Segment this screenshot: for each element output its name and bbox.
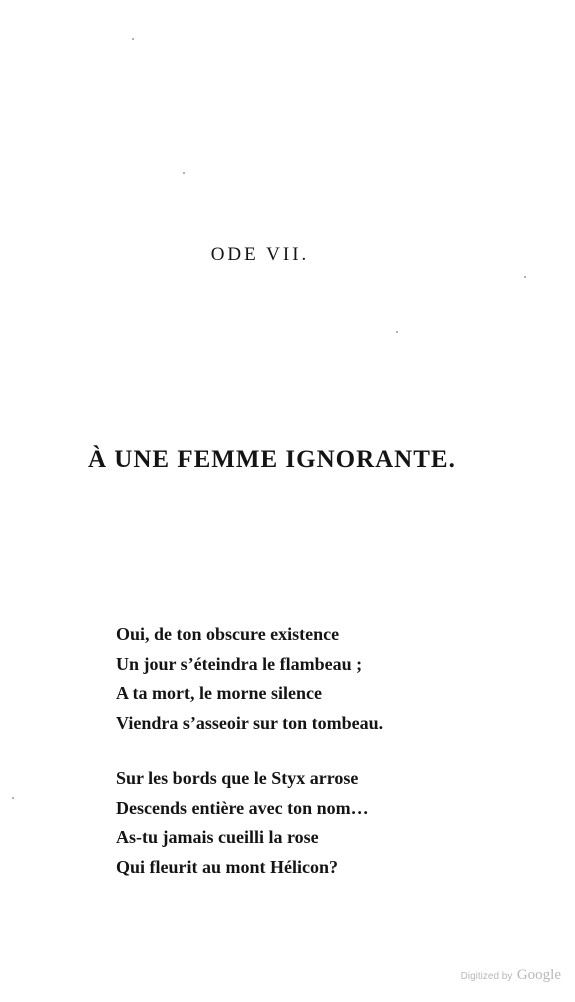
verse-line: Oui, de ton obscure existence xyxy=(116,624,340,644)
verse-line: Descends entière avec ton nom… xyxy=(116,797,369,818)
verse-line: A ta mort, le morne silence xyxy=(116,683,322,703)
stanza-2 xyxy=(116,764,456,882)
ode-heading: ODE VII. xyxy=(210,244,310,265)
verse-line: Qui fleurit au mont Hélicon? xyxy=(116,856,338,877)
verse-line: Un jour s’éteindra le flambeau ; xyxy=(116,653,363,674)
paper-speck xyxy=(183,172,185,174)
paper-speck xyxy=(396,331,398,333)
paper-speck xyxy=(132,38,134,40)
poem-title: À UNE FEMME IGNORANTE. xyxy=(88,446,456,473)
paper-speck xyxy=(12,797,14,799)
paper-speck xyxy=(524,276,526,278)
stanza-1 xyxy=(116,620,456,738)
digitization-watermark xyxy=(461,966,561,984)
verse-line: Sur les bords que le Styx arrose xyxy=(116,768,359,788)
verse-line: Viendra s’asseoir sur ton tombeau. xyxy=(116,712,384,733)
watermark-prefix: Digitized by xyxy=(460,971,513,982)
verse-line: As-tu jamais cueilli la rose xyxy=(116,827,319,847)
watermark-brand: Google xyxy=(516,967,561,983)
